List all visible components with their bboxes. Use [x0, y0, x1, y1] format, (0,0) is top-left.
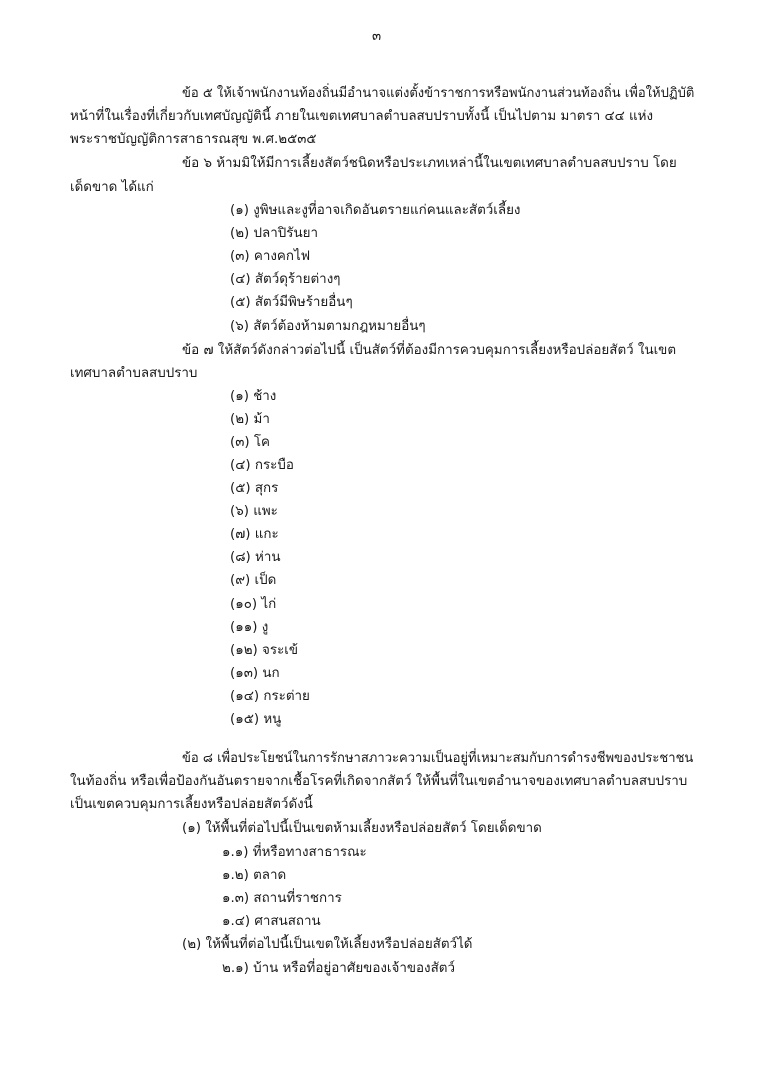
- clause7-item: (๕) สุกร: [230, 481, 279, 496]
- page-number: ๓: [372, 29, 382, 44]
- clause7-item: (๑๑) งู: [230, 620, 269, 635]
- zone1-item: ๑.๑) ที่หรือทางสาธารณะ: [222, 845, 367, 860]
- clause7-item: (๓) โค: [230, 435, 271, 450]
- clause5-line-3: พระราชบัญญัติการสาธารณสุข พ.ศ.๒๕๓๕: [70, 132, 317, 147]
- clause6-item: (๖) สัตว์ต้องห้ามตามกฎหมายอื่นๆ: [230, 319, 426, 334]
- zone2-item: ๒.๑) บ้าน หรือที่อยู่อาศัยของเจ้าของสัตว์: [222, 961, 455, 976]
- clause6-item: (๓) คางคกไฟ: [230, 249, 311, 264]
- zone2-heading: (๒) ให้พื้นที่ต่อไปนี้เป็นเขตให้เลี้ยงหรือปล่อยสัตว์ได้: [182, 937, 473, 952]
- clause7-item: (๑๐) ไก่: [230, 597, 277, 612]
- clause7-item: (๗) แกะ: [230, 527, 279, 542]
- clause7-line-2: เทศบาลตำบลสบปราบ: [70, 366, 198, 381]
- clause7-item: (๑๒) จระเข้: [230, 643, 298, 658]
- zone1-item: ๑.๔) ศาสนสถาน: [222, 914, 321, 929]
- clause6-item: (๑) งูพิษและงูที่อาจเกิดอันตรายแก่คนและสัตว์เลี้ยง: [230, 203, 521, 218]
- clause5-line-1: ข้อ ๕ ให้เจ้าพนักงานท้องถิ่นมีอำนาจแต่งตั้งข้าราชการหรือพนักงานส่วนท้องถิ่น เพื่อให้ปฏิบัติ: [182, 86, 695, 101]
- clause7-item: (๖) แพะ: [230, 504, 278, 519]
- zone1-item: ๑.๒) ตลาด: [222, 868, 287, 883]
- clause6-item: (๔) สัตว์ดุร้ายต่างๆ: [230, 272, 341, 287]
- clause5-line-2: หน้าที่ในเรื่องที่เกี่ยวกับเทศบัญญัตินี้ ภายในเขตเทศบาลตำบลสบปราบทั้งนี้ เป็นไปตาม มาตรา ๔๔ แห่ง: [70, 109, 653, 124]
- clause6-item: (๒) ปลาปิรันยา: [230, 226, 318, 241]
- clause7-line-1: ข้อ ๗ ให้สัตว์ดังกล่าวต่อไปนี้ เป็นสัตว์ที่ต้องมีการควบคุมการเลี้ยงหรือปล่อยสัตว์ ในเขต: [182, 343, 677, 358]
- clause7-item: (๑๔) กระต่าย: [230, 689, 310, 704]
- clause7-item: (๑๓) นก: [230, 666, 280, 681]
- zone1-item: ๑.๓) สถานที่ราชการ: [222, 891, 342, 906]
- clause7-item: (๑) ช้าง: [230, 389, 277, 404]
- clause8-line-2: ในท้องถิ่น หรือเพื่อป้องกันอันตรายจากเชื้อโรคที่เกิดจากสัตว์ ให้พื้นที่ในเขตอำนาจของเทศบาลตำบลสบปราบ: [70, 774, 688, 789]
- clause7-item: (๒) ม้า: [230, 412, 270, 427]
- zone1-heading: (๑) ให้พื้นที่ต่อไปนี้เป็นเขตห้ามเลี้ยงหรือปล่อยสัตว์ โดยเด็ดขาด: [182, 821, 542, 836]
- clause7-item: (๔) กระบือ: [230, 458, 294, 473]
- clause6-line-2: เด็ดขาด ได้แก่: [70, 180, 154, 195]
- clause7-item: (๑๕) หนู: [230, 712, 282, 727]
- clause8-line-1: ข้อ ๘ เพื่อประโยชน์ในการรักษาสภาวะความเป็นอยู่ที่เหมาะสมกับการดำรงชีพของประชาชน: [182, 751, 694, 766]
- clause8-line-3: เป็นเขตควบคุมการเลี้ยงหรือปล่อยสัตว์ดังนี้: [70, 797, 313, 812]
- clause7-item: (๙) เป็ด: [230, 573, 277, 588]
- clause6-item: (๕) สัตว์มีพิษร้ายอื่นๆ: [230, 295, 353, 310]
- clause6-line-1: ข้อ ๖ ห้ามมิให้มีการเลี้ยงสัตว์ชนิดหรือประเภทเหล่านี้ในเขตเทศบาลตำบลสบปราบ โดย: [182, 156, 677, 171]
- clause7-item: (๘) ห่าน: [230, 550, 281, 565]
